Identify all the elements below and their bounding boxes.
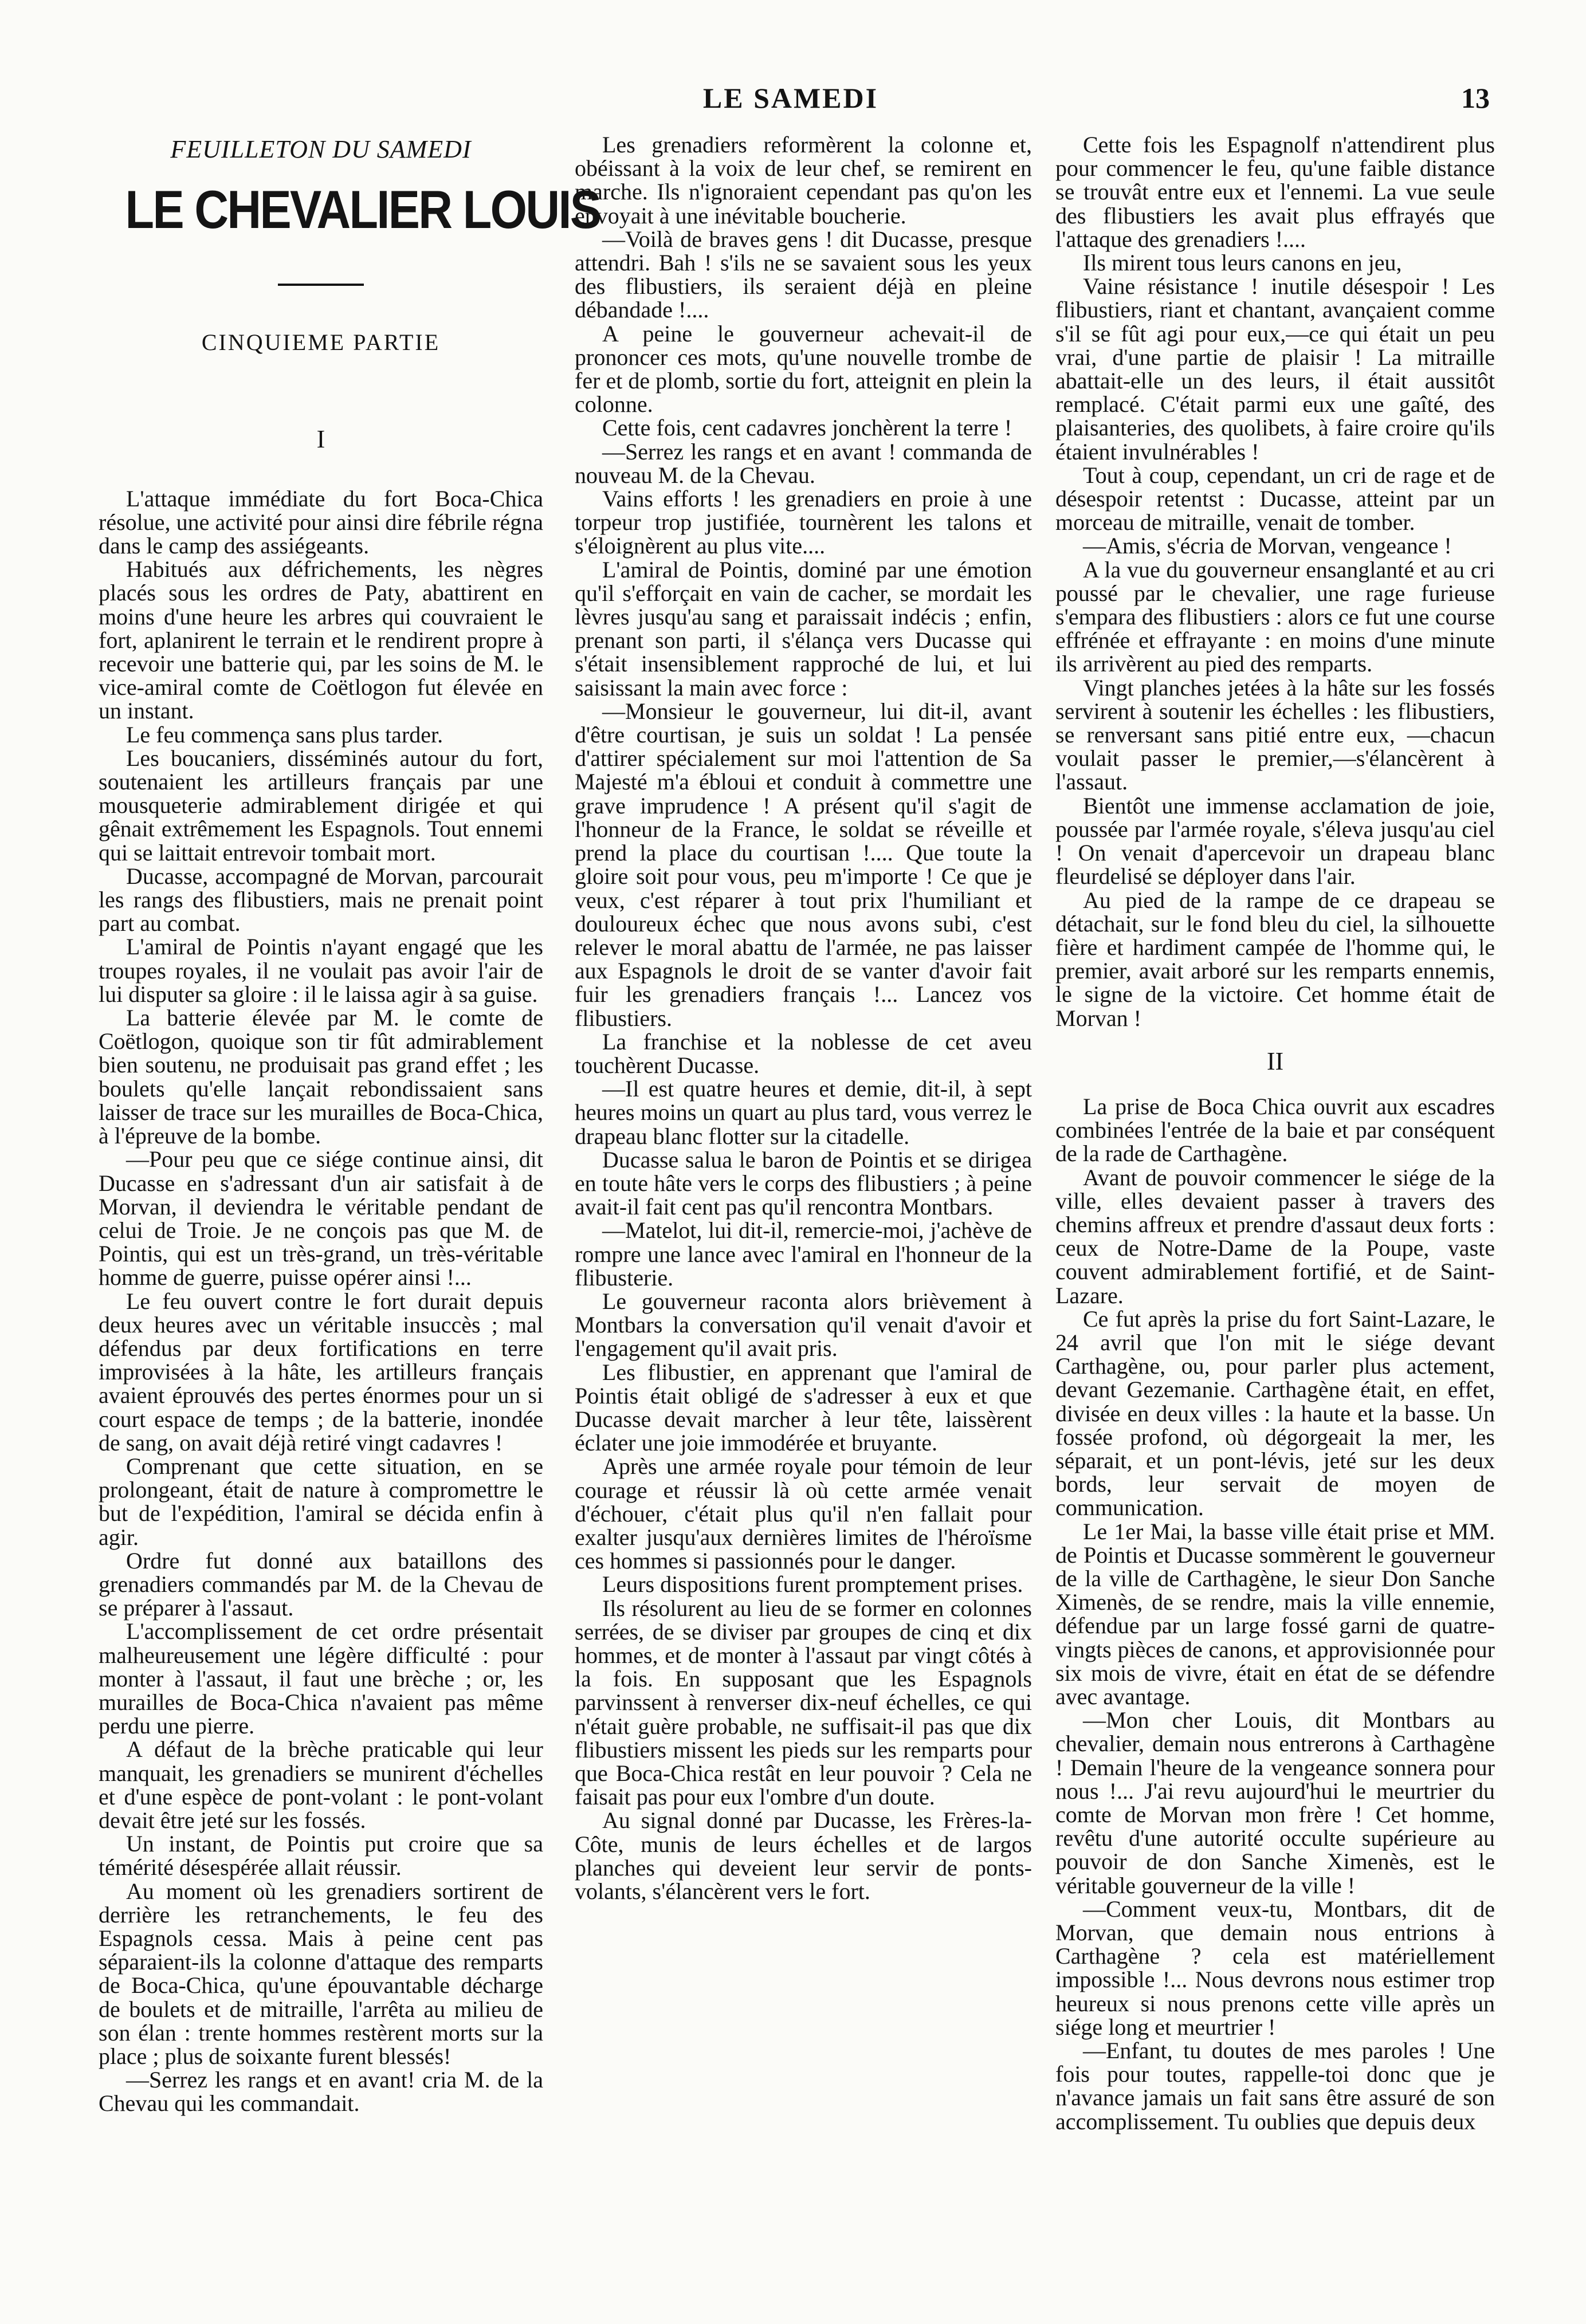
column-1 bbox=[99, 133, 600, 2117]
paragraph: A défaut de la brèche praticable qui leur manquait, les grenadiers se munirent d'échelles et d'une espèce de pont-volant : le pont-volant devait être jeté sur les fossés. bbox=[99, 1736, 543, 1833]
section-number-1: I bbox=[316, 425, 325, 454]
paragraph: A la vue du gouverneur ensanglanté et au cri poussé par le chevalier, une rage furieuse s'empara des flibustiers : alors ce fut une course effrénée et effrayante : en moins d'une minute ils arrivèrent au pied des remparts. bbox=[1055, 556, 1495, 677]
paragraph: Au moment où les grenadiers sortirent de derrière les retranchements, le feu des Espagnols cessa. Mais à peine cent pas séparaient-ils la colonne d'attaque des remparts de Boca-Chica, qu'une épouvantable décharge de boulets et de mitraille, l'arrêta au milieu de son élan : trente hommes restèrent morts sur la place ; plus de soixante furent blessés! bbox=[99, 1878, 543, 2070]
paragraph: Au signal donné par Ducasse, les Frères-la-Côte, munis de leurs échelles et de largos planches qui deveient leur servir de ponts-volants, s'élancèrent vers le fort. bbox=[575, 1807, 1032, 1905]
paragraph: A peine le gouverneur achevait-il de prononcer ces mots, qu'une nouvelle trombe de fer et de plomb, sortie du fort, atteignit en plein la colonne. bbox=[575, 320, 1032, 418]
paragraph: L'amiral de Pointis n'ayant engagé que les troupes royales, il ne voulait pas avoir l'air de lui disputer sa gloire : il le laissa agir à sa guise. bbox=[99, 934, 543, 1007]
paragraph: —Pour peu que ce siége continue ainsi, dit Ducasse en s'adressant d'un air satisfait à de Morvan, il deviendra le véritable pendant de celui de Troie. Je ne conçois pas que M. de Pointis, qui est un très-grand, un très-véritable homme de guerre, puisse opérer ainsi !... bbox=[99, 1146, 543, 1291]
paragraph: —Voilà de braves gens ! dit Ducasse, presque attendri. Bah ! s'ils ne se savaient sous les yeux des flibustiers, ils seraient déjà en pleine débandade !.... bbox=[575, 226, 1032, 323]
paragraph: Tout à coup, cependant, un cri de rage et de désespoir retentst : Ducasse, atteint par un morceau de mitraille, venait de tomber. bbox=[1055, 462, 1495, 536]
paragraph: —Amis, s'écria de Morvan, vengeance ! bbox=[1083, 533, 1452, 559]
paragraph: —Enfant, tu doutes de mes paroles ! Une fois pour toutes, rappelle-toi donc que je n'avance jamais un fait sans être assuré de son accomplissement. Tu oublies que depuis deux bbox=[1055, 2038, 1495, 2134]
column-2 bbox=[575, 133, 1032, 1903]
paragraph: —Il est quatre heures et demie, dit-il, à sept heures moins un quart au plus tard, vous verrez le drapeau blanc flotter sur la citadelle. bbox=[575, 1076, 1032, 1149]
paragraph: —Serrez les rangs et en avant! cria M. de la Chevau qui les commandait. bbox=[99, 2067, 543, 2117]
paragraph: —Comment veux-tu, Montbars, dit de Morvan, que demain nous entrions à Carthagène ? cela est matériellement impossible !... Nous devrons nous estimer trop heureux si nous prenons cette ville après un siége long et meurtrier ! bbox=[1055, 1896, 1495, 2040]
paragraph: Les grenadiers reformèrent la colonne et, obéissant à la voix de leur chef, se remirent en marche. Ils n'ignoraient cependant pas qu'on les envoyait à une inévitable boucherie. bbox=[575, 132, 1032, 229]
paragraph: Avant de pouvoir commencer le siége de la ville, elles devaient passer à travers des chemins affreux et prendre d'assaut deux forts : ceux de Notre-Dame de la Poupe, vaste couvent admirablement fortifié, et de Saint-Lazare. bbox=[1055, 1164, 1495, 1308]
paragraph: —Serrez les rangs et en avant ! commanda de nouveau M. de la Chevau. bbox=[575, 438, 1032, 488]
paragraph: Ducasse, accompagné de Morvan, parcourait les rangs des flibustiers, mais ne prenait point part au combat. bbox=[99, 863, 543, 937]
paragraph: Bientôt une immense acclamation de joie, poussée par l'armée royale, s'éleva jusqu'au ciel ! On venait d'apercevoir un drapeau blanc fleurdelisé se déployer dans l'air. bbox=[1055, 792, 1495, 890]
paragraph: Le gouverneur raconta alors brièvement à Montbars la conversation qu'il venait d'avoir et l'engagement qu'il avait pris. bbox=[575, 1288, 1032, 1362]
paragraph: Le feu ouvert contre le fort durait depuis deux heures avec un véritable insuccès ; mal défendus par deux fortifications en terre improvisées à la hâte, les artilleurs français avaient éprouvés des pertes énormes pour un si court espace de temps ; de la batterie, inondée de sang, on avait déjà retiré vingt cadavres ! bbox=[99, 1288, 543, 1456]
page-number: 13 bbox=[1461, 82, 1490, 114]
column-3 bbox=[1055, 133, 1495, 2133]
column-2-paragraphs bbox=[575, 133, 1032, 1903]
section-number-2: II bbox=[1266, 1047, 1284, 1075]
paragraph: Leurs dispositions furent promptement prises. bbox=[602, 1571, 1023, 1598]
paragraph: Cette fois, cent cadavres jonchèrent la terre ! bbox=[602, 415, 1012, 441]
paragraph: Comprenant que cette situation, en se prolongeant, était de nature à compromettre le but de l'expédition, l'amiral se décida enfin à agir. bbox=[99, 1453, 543, 1550]
paragraph: Au pied de la rampe de ce drapeau se détachait, sur le fond bleu du ciel, la silhouette fière et hardiment campée de l'homme qui, le premier, avait arboré sur les remparts ennemis, le signe de la victoire. Cet homme était de Morvan ! bbox=[1055, 887, 1495, 1031]
column-3-paragraphs-b bbox=[1055, 1095, 1495, 2133]
title-rule bbox=[278, 284, 364, 286]
paragraph: —Mon cher Louis, dit Montbars au chevalier, demain nous entrerons à Carthagène ! Demain l'heure de la vengeance sonnera pour nous !... J'ai revu aujourd'hui le meurtrier du comte de Morvan mon frère ! Cet homme, revêtu d'une autorité occulte supérieure au pouvoir de don Sanche Ximenès, est le véritable gouverneur de la ville ! bbox=[1055, 1707, 1495, 1898]
paragraph: Les flibustier, en apprenant que l'amiral de Pointis était obligé de s'adresser à eux et que Ducasse devait marcher à leur tête, laissèrent éclater une joie immodérée et bruyante. bbox=[575, 1359, 1032, 1456]
paragraph: Habitués aux défrichements, les nègres placés sous les ordres de Paty, abattirent en moins d'une heure les arbres qui couvraient le fort, aplanirent le terrain et le rendirent propre à recevoir une batterie qui, par les soins de M. le vice-amiral comte de Coëtlogon fut élevée en un instant. bbox=[99, 556, 543, 724]
paragraph: La batterie élevée par M. le comte de Coëtlogon, quoique son tir fût admirablement bien soutenu, ne produisait pas grand effet ; les boulets qu'elle lançait rebondissaient sans laisser de trace sur les murailles de Boca-Chica, à l'épreuve de la bombe. bbox=[99, 1005, 543, 1149]
paragraph: Ils mirent tous leurs canons en jeu, bbox=[1083, 250, 1402, 276]
paragraph: L'attaque immédiate du fort Boca-Chica résolue, une activité pour ainsi dire fébrile régna dans le camp des assiégeants. bbox=[99, 485, 543, 559]
paragraph: L'amiral de Pointis, dominé par une émotion qu'il s'efforçait en vain de cacher, se mordait les lèvres jusqu'au sang et paraissait indécis ; enfin, prenant son parti, il s'élança vers Ducasse qui s'était insensiblement rapproché de lui, et lui saisissant la main avec force : bbox=[575, 556, 1032, 701]
paragraph: —Matelot, lui dit-il, remercie-moi, j'achève de rompre une lance avec l'amiral en l'honneur de la flibusterie. bbox=[575, 1217, 1032, 1291]
paragraph: Un instant, de Pointis put croire que sa témérité désespérée allait réussir. bbox=[99, 1831, 543, 1881]
paragraph: Vingt planches jetées à la hâte sur les fossés servirent à soutenir les échelles : les flibustiers, se renversant sans pitié entre eux, —chacun voulait passer le premier,—s'élancèrent à l'assaut. bbox=[1055, 674, 1495, 795]
column-3-paragraphs-a bbox=[1055, 133, 1495, 1030]
column-1-paragraphs bbox=[99, 487, 543, 2115]
paragraph: Ducasse salua le baron de Pointis et se dirigea en toute hâte vers le corps des flibustiers ; à peine avait-il fait cent pas qu'il rencontra Montbars. bbox=[575, 1146, 1032, 1220]
series-label: FEUILLETON DU SAMEDI bbox=[170, 135, 472, 163]
paragraph: Le 1er Mai, la basse ville était prise et MM. de Pointis et Ducasse sommèrent le gouverneur de la ville de Carthagène, le sieur Don Sanche Ximenès, de se rendre, mais la ville ennemie, défendue par un large fossé garni de quatre-vingts pièces de canons, et approvisionnée pour six mois de vivre, était en état de se défendre avec avantage. bbox=[1055, 1518, 1495, 1709]
paragraph: Vaine résistance ! inutile désespoir ! Les flibustiers, riant et chantant, avançaient comme s'il se fût agi pour eux,—ce qui était un peu vrai, d'une partie de plaisir ! La mitraille abattait-elle un des leurs, il était aussitôt remplacé. C'était parmi eux une gaîté, des plaisanteries, des quolibets, à faire croire qu'ils étaient invulnérables ! bbox=[1055, 273, 1495, 465]
paragraph: Cette fois les Espagnolf n'attendirent plus pour commencer le feu, qu'une faible distance se trouvât entre eux et l'ennemi. La vue seule des flibustiers les avait plus effrayés que l'attaque des grenadiers !.... bbox=[1055, 132, 1495, 252]
paragraph: Le feu commença sans plus tarder. bbox=[126, 721, 443, 748]
story-title: LE CHEVALIER LOUIS bbox=[125, 179, 600, 240]
paragraph: Vains efforts ! les grenadiers en proie à une torpeur trop justifiée, tournèrent les talons et s'éloignèrent au plus vite.... bbox=[575, 486, 1032, 559]
running-head: LE SAMEDI bbox=[702, 82, 879, 114]
paragraph: —Monsieur le gouverneur, lui dit-il, avant d'être courtisan, je suis un soldat ! La pensée d'attirer spécialement sur moi l'attention de Sa Majesté m'a ébloui et conduit à commettre une grave imprudence ! A présent qu'il s'agit de l'honneur de la France, le soldat se réveille et prend la place du courtisan !.... Que toute la gloire soit pour vous, peu m'importe ! Ce que je veux, c'est réparer à tout prix l'humiliant et douloureux échec que nous avons subi, c'est relever le moral abattu de l'armée, ne pas laisser aux Espagnols le droit de se vanter d'avoir fait fuir les grenadiers français !... Lancez vos flibustiers. bbox=[575, 698, 1032, 1031]
paragraph: La franchise et la noblesse de cet aveu touchèrent Ducasse. bbox=[575, 1028, 1032, 1078]
paragraph: Ce fut après la prise du fort Saint-Lazare, le 24 avril que l'on mit le siége devant Carthagène, ou, pour parler plus actement, devant Gezemanie. Carthagène était, en effet, divisée en deux villes : la haute et la basse. Un fossée profond, où dégorgeait la mer, les séparait, et un pont-lévis, jeté sur les deux bords, leur servait de moyen de communication. bbox=[1055, 1305, 1495, 1521]
paragraph: La prise de Boca Chica ouvrit aux escadres combinées l'entrée de la baie et par conséquent de la rade de Carthagène. bbox=[1055, 1093, 1495, 1167]
part-title: CINQUIEME PARTIE bbox=[201, 329, 441, 356]
paragraph: Après une armée royale pour témoin de leur courage et réussir là où cette armée venait d'échouer, c'était plus qu'il n'en fallait pour exalter jusqu'aux dernières limites de l'héroïsme ces hommes si passionnés pour le danger. bbox=[575, 1453, 1032, 1574]
paragraph: L'accomplissement de cet ordre présentait malheureusement une légère difficulté : pour monter à l'assaut, il faut une brèche ; or, les murailles de Boca-Chica n'avaient pas même perdu une pierre. bbox=[99, 1618, 543, 1739]
paragraph: Ordre fut donné aux bataillons des grenadiers commandés par M. de la Chevau de se préparer à l'assaut. bbox=[99, 1547, 543, 1621]
paragraph: Les boucaniers, disséminés autour du fort, soutenaient les artilleurs français par une mousqueterie admirablement dirigée et qui gênait extrêmement les Espagnols. Tout ennemi qui se laittait entrevoir tombait mort. bbox=[99, 745, 543, 866]
paragraph: Ils résolurent au lieu de se former en colonnes serrées, de se diviser par groupes de cinq et dix hommes, et de monter à l'assaut par vingt côtés à la fois. En supposant que les Espagnols parvinssent à renverser dix-neuf échelles, ce qui n'était guère probable, ne suffisait-il pas que dix flibustiers missent les pieds sur les remparts pour que Boca-Chica restât en leur pouvoir ? Cela ne faisait pas pour eux l'ombre d'un doute. bbox=[575, 1595, 1032, 1810]
